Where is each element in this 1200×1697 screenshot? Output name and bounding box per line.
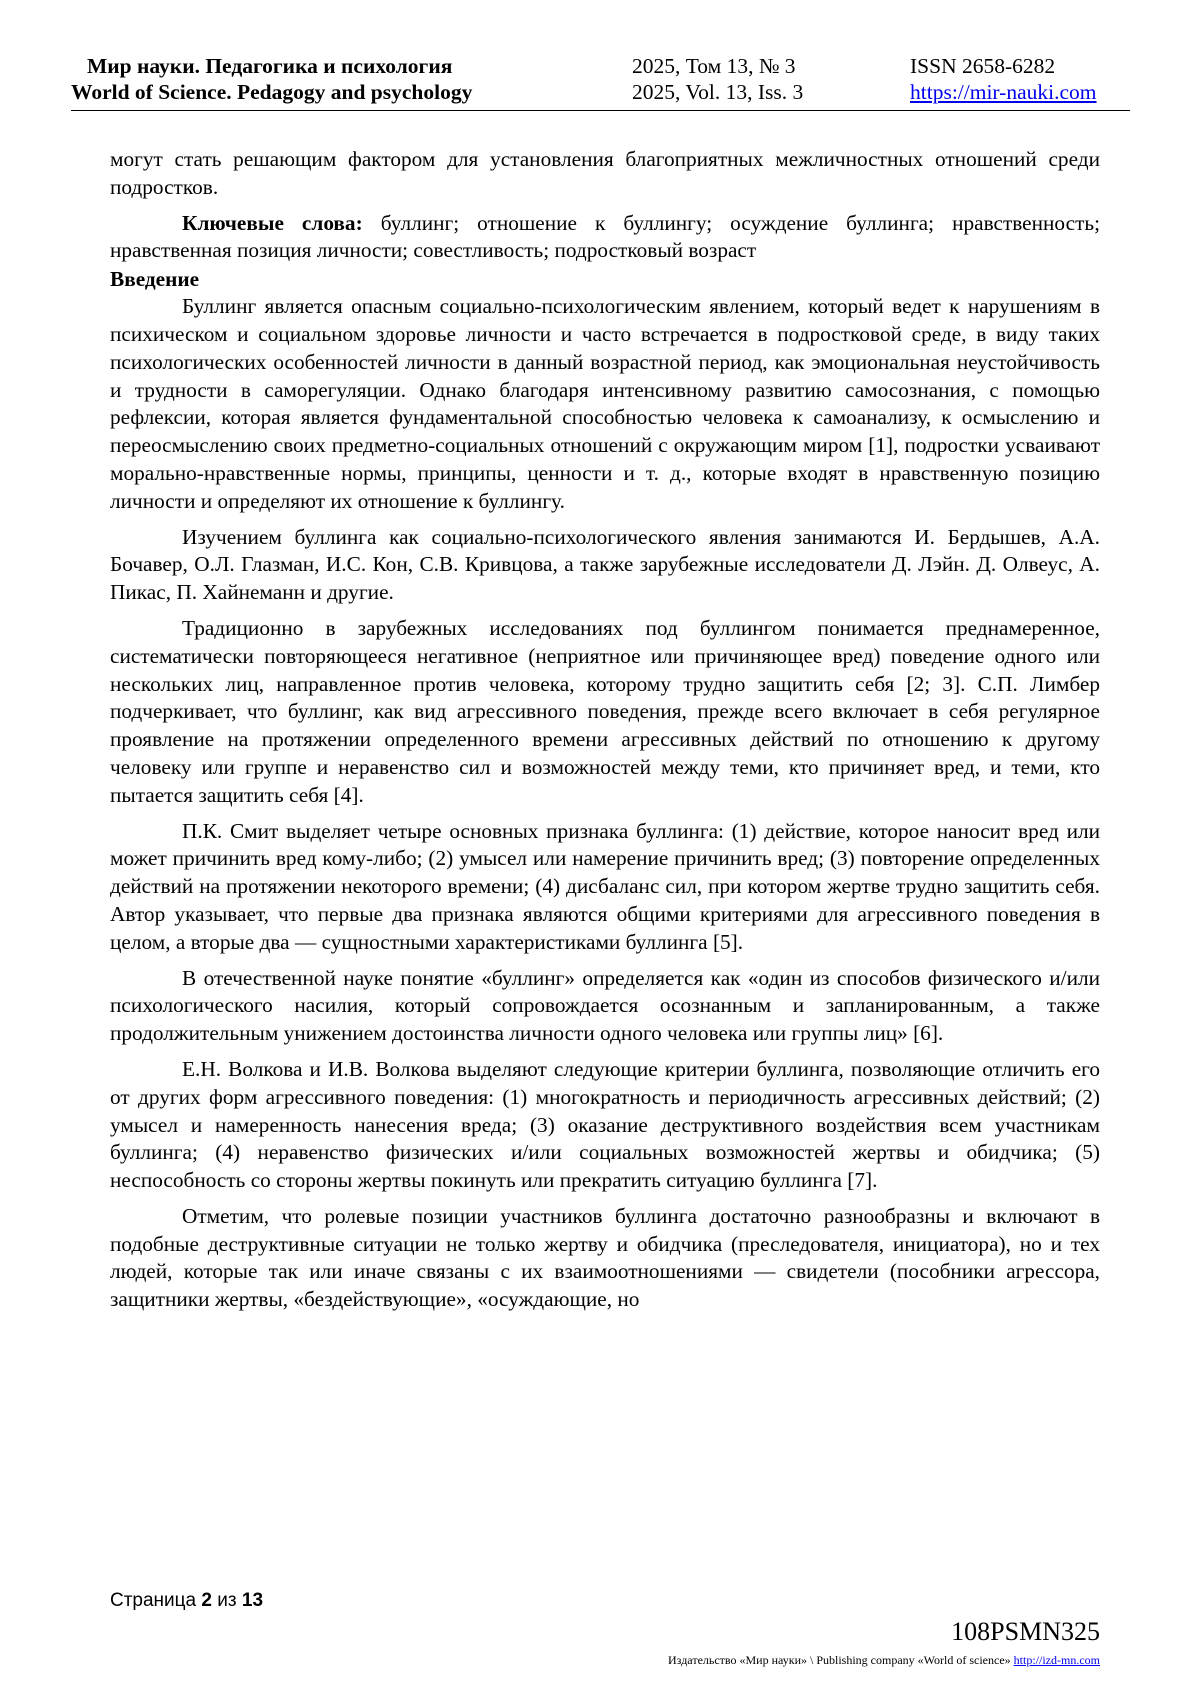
publisher-text: Издательство «Мир науки» \ Publishing company «World of science»: [668, 1653, 1014, 1667]
paragraph: Традиционно в зарубежных исследованиях под буллингом понимается преднамеренное, систематически повторяющееся негативное (неприятное или причиняющее вред) поведение одного или нескольких лиц, направленное против человека, которому трудно защитить себя [2; 3]. С.П. Лимбер подчеркивает, что буллинг, как вид агрессивного поведения, прежде всего включает в себя регулярное проявление на протяжении определенного времени агрессивных действий по отношению к другому человеку или группе и неравенство сил и возможностей между теми, кто причиняет вред, и теми, кто пытается защитить себя [4].: [110, 615, 1100, 807]
keywords-label: Ключевые слова:: [182, 210, 363, 235]
keywords: [110, 210, 1100, 266]
journal-url-link[interactable]: https://mir-nauki.com: [910, 80, 1097, 104]
page-number: [110, 1590, 263, 1612]
page-total: 13: [241, 1590, 264, 1611]
page-prefix: Страница: [110, 1590, 202, 1611]
article-code: 108PSMN325: [951, 1617, 1100, 1646]
journal-title-en: World of Science. Pedagogy and psychology: [71, 80, 473, 104]
paragraph: П.К. Смит выделяет четыре основных признака буллинга: (1) действие, которое наносит вред или может причинить вред кому-либо; (2) умысел или намерение причинить вред; (3) повторение определенных действий на протяжении некоторого времени; (4) дисбаланс сил, при котором жертве трудно защитить себя. Автор указывает, что первые два признака являются общими критериями для агрессивного поведения в целом, а вторые два — сущностными характеристиками буллинга [5].: [110, 818, 1100, 954]
journal-title-ru: Мир науки. Педагогика и психология: [87, 54, 453, 78]
publisher-link[interactable]: http://izd-mn.com: [1013, 1653, 1100, 1667]
issue-en: 2025, Vol. 13, Iss. 3: [632, 80, 804, 104]
page-separator: из: [211, 1590, 242, 1611]
issn: ISSN 2658-6282: [910, 54, 1056, 78]
header-rule: [71, 110, 1130, 111]
issue-ru: 2025, Том 13, № 3: [632, 54, 796, 78]
abstract-tail: могут стать решающим фактором для установления благоприятных межличностных отношений среди подростков.: [110, 147, 1100, 199]
article-body: [110, 146, 1100, 1314]
journal-header: [71, 52, 1130, 114]
section-heading: Введение: [110, 267, 200, 292]
keywords-text: буллинг; отношение к буллингу; осуждение буллинга; нравственность; нравственная позиция личности; совестливость; подростковый возраст: [110, 210, 1100, 263]
paragraph: Изучением буллинга как социально-психологического явления занимаются И. Бердышев, А.А. Бочавер, О.Л. Глазман, И.С. Кон, С.В. Кривцова, а также зарубежные исследователи Д. Лэйн. Д. Олвеус, А. Пикас, П. Хайнеманн и другие.: [110, 524, 1100, 605]
paragraph: Е.Н. Волкова и И.В. Волкова выделяют следующие критерии буллинга, позволяющие отличить его от других форм агрессивного поведения: (1) многократность и периодичность агрессивных действий; (2) умысел и намеренность нанесения вреда; (3) оказание деструктивного воздействия всем участникам буллинга; (4) неравенство физических и/или социальных возможностей жертвы и обидчика; (5) неспособность со стороны жертвы покинуть или прекратить ситуацию буллинга [7].: [110, 1056, 1100, 1193]
paragraph: Отметим, что ролевые позиции участников буллинга достаточно разнообразны и включают в подобные деструктивные ситуации не только жертву и обидчика (преследователя, инициатора), но и тех людей, которые так или иначе связаны с их взаимоотношениями — свидетели (пособники агрессора, защитники жертвы, «бездействующие», «осуждающие, но: [110, 1203, 1100, 1312]
paragraph: Буллинг является опасным социально-психологическим явлением, который ведет к нарушениям в психическом и социальном здоровье личности и часто встречается в подростковой среде, в виду таких психологических особенностей личности в данный возрастной период, как эмоциональная неустойчивость и трудности в саморегуляции. Однако благодаря интенсивному развитию самосознания, с помощью рефлексии, которая является фундаментальной способностью человека к самоанализу, к осмыслению и переосмыслению своих предметно-социальных отношений с окружающим миром [1], подростки усваивают морально-нравственные нормы, принципы, ценности и т. д., которые входят в нравственную позицию личности и определяют их отношение к буллингу.: [110, 294, 1100, 513]
page-current: 2: [201, 1590, 212, 1611]
paragraph: В отечественной науке понятие «буллинг» определяется как «один из способов физического и/или психологического насилия, который сопровождается осознанным и запланированным, а также продолжительным унижением достоинства личности одного человека или группы лиц» [6].: [110, 965, 1100, 1046]
publisher-line: [668, 1653, 1100, 1668]
